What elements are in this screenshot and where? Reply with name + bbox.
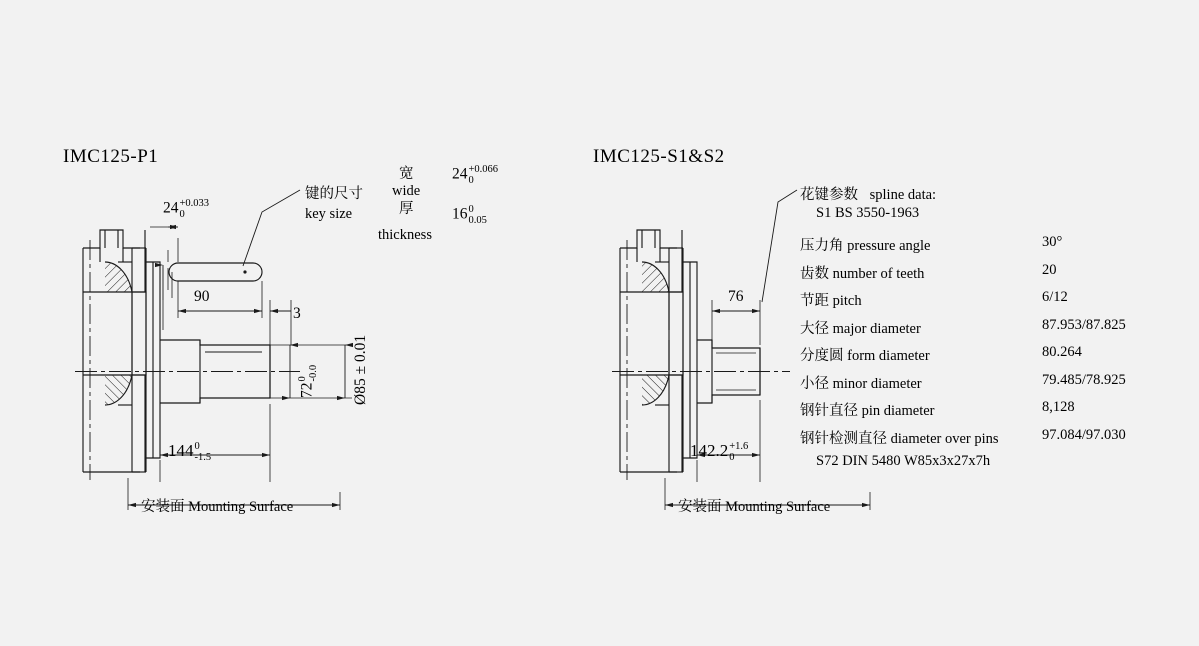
key-wide-tolerance: +0.066 0 bbox=[468, 164, 499, 187]
key-thickness-nominal: 16 bbox=[452, 205, 468, 223]
spline-standard-top: S1 BS 3550-1963 bbox=[816, 205, 920, 221]
spec-row-diameter-over-pins bbox=[800, 427, 1126, 448]
right-view-title: IMC125-S1&S2 bbox=[593, 146, 725, 167]
spec-value: 80.264 bbox=[1042, 344, 1082, 360]
spec-row-number-of-teeth bbox=[800, 262, 1126, 283]
dimension-72-tolerance: 0 -0.0 bbox=[297, 364, 320, 382]
spec-label-cn: 节距 bbox=[800, 293, 829, 309]
spec-value: 8,128 bbox=[1042, 399, 1075, 415]
spline-data-header-en: spline data: bbox=[869, 187, 937, 203]
dimension-144 bbox=[168, 441, 211, 463]
key-thickness-label-en: thickness bbox=[378, 227, 432, 243]
spec-label-cn: 压力角 bbox=[800, 238, 844, 254]
spec-label-cn: 钢针检测直径 bbox=[800, 430, 887, 447]
dimension-24-tolerance: +0.033 0 bbox=[179, 198, 210, 221]
dimension-72-value: 72 bbox=[298, 382, 316, 398]
spec-row-pin-diameter bbox=[800, 399, 1126, 420]
spline-data-header bbox=[800, 183, 936, 204]
spline-standard-bottom: S72 DIN 5480 W85x3x27x7h bbox=[816, 453, 991, 469]
dimension-142-2-tolerance: +1.6 0 bbox=[729, 441, 749, 464]
spec-row-pitch bbox=[800, 289, 1126, 310]
spec-value: 20 bbox=[1042, 261, 1057, 278]
dimension-24 bbox=[163, 198, 209, 220]
key-thickness-label-cn: 厚 bbox=[399, 201, 414, 217]
dimension-142-2 bbox=[690, 441, 748, 463]
spec-row-standard-bottom bbox=[800, 453, 1126, 470]
spec-row-form-diameter bbox=[800, 344, 1126, 365]
spec-label-en: major diameter bbox=[832, 320, 921, 337]
right-mounting-surface-label: 安装面 Mounting Surface bbox=[678, 499, 831, 515]
spec-value: 6/12 bbox=[1042, 289, 1068, 305]
spec-label-en: form diameter bbox=[847, 348, 930, 364]
dimension-24-value: 24 bbox=[163, 199, 179, 217]
spec-row-minor-diameter bbox=[800, 372, 1126, 393]
spline-spec-table bbox=[800, 234, 1126, 477]
spec-row-major-diameter bbox=[800, 317, 1126, 338]
spec-value: 97.084/97.030 bbox=[1042, 426, 1126, 443]
left-mounting-surface-label: 安装面 Mounting Surface bbox=[141, 499, 294, 515]
spec-label-en: diameter over pins bbox=[890, 430, 999, 447]
spec-label-cn: 齿数 bbox=[800, 265, 829, 282]
key-wide-nominal: 24 bbox=[452, 165, 468, 183]
spec-label-en: pitch bbox=[832, 293, 862, 309]
dimension-3: 3 bbox=[293, 305, 301, 322]
spec-label-en: pressure angle bbox=[847, 238, 931, 254]
left-view-title: IMC125-P1 bbox=[63, 146, 159, 167]
key-thickness-tolerance: 0 0.05 bbox=[468, 204, 487, 227]
key-size-label-cn: 键的尺寸 bbox=[305, 186, 363, 202]
spec-label-en: number of teeth bbox=[832, 265, 925, 282]
dimension-72 bbox=[297, 365, 319, 398]
key-wide-value bbox=[452, 164, 498, 186]
spec-row-pressure-angle bbox=[800, 234, 1126, 255]
dimension-76: 76 bbox=[728, 288, 744, 305]
dimension-142-2-value: 142.2 bbox=[690, 441, 729, 461]
spec-value: 87.953/87.825 bbox=[1042, 316, 1126, 333]
spline-data-header-cn: 花键参数 bbox=[800, 187, 858, 203]
dimension-dia-85: Ø85 ± 0.01 bbox=[352, 334, 369, 405]
spec-value: 30° bbox=[1042, 234, 1063, 250]
key-wide-label-en: wide bbox=[392, 183, 421, 199]
spec-label-en: pin diameter bbox=[861, 403, 935, 419]
key-thickness-value bbox=[452, 204, 487, 226]
spec-label-cn: 大径 bbox=[800, 320, 829, 337]
spec-label-cn: 分度圆 bbox=[800, 348, 844, 364]
key-wide-label-cn: 宽 bbox=[399, 166, 414, 182]
dimension-144-tolerance: 0 -1.5 bbox=[194, 441, 212, 464]
spec-label-en: minor diameter bbox=[832, 375, 922, 392]
key-size-label-en: key size bbox=[305, 206, 353, 222]
dimension-144-value: 144 bbox=[168, 441, 194, 461]
spec-value: 79.485/78.925 bbox=[1042, 371, 1126, 388]
spec-label-cn: 小径 bbox=[800, 375, 829, 392]
dimension-90: 90 bbox=[194, 288, 210, 305]
spec-label-cn: 钢针直径 bbox=[800, 403, 858, 419]
